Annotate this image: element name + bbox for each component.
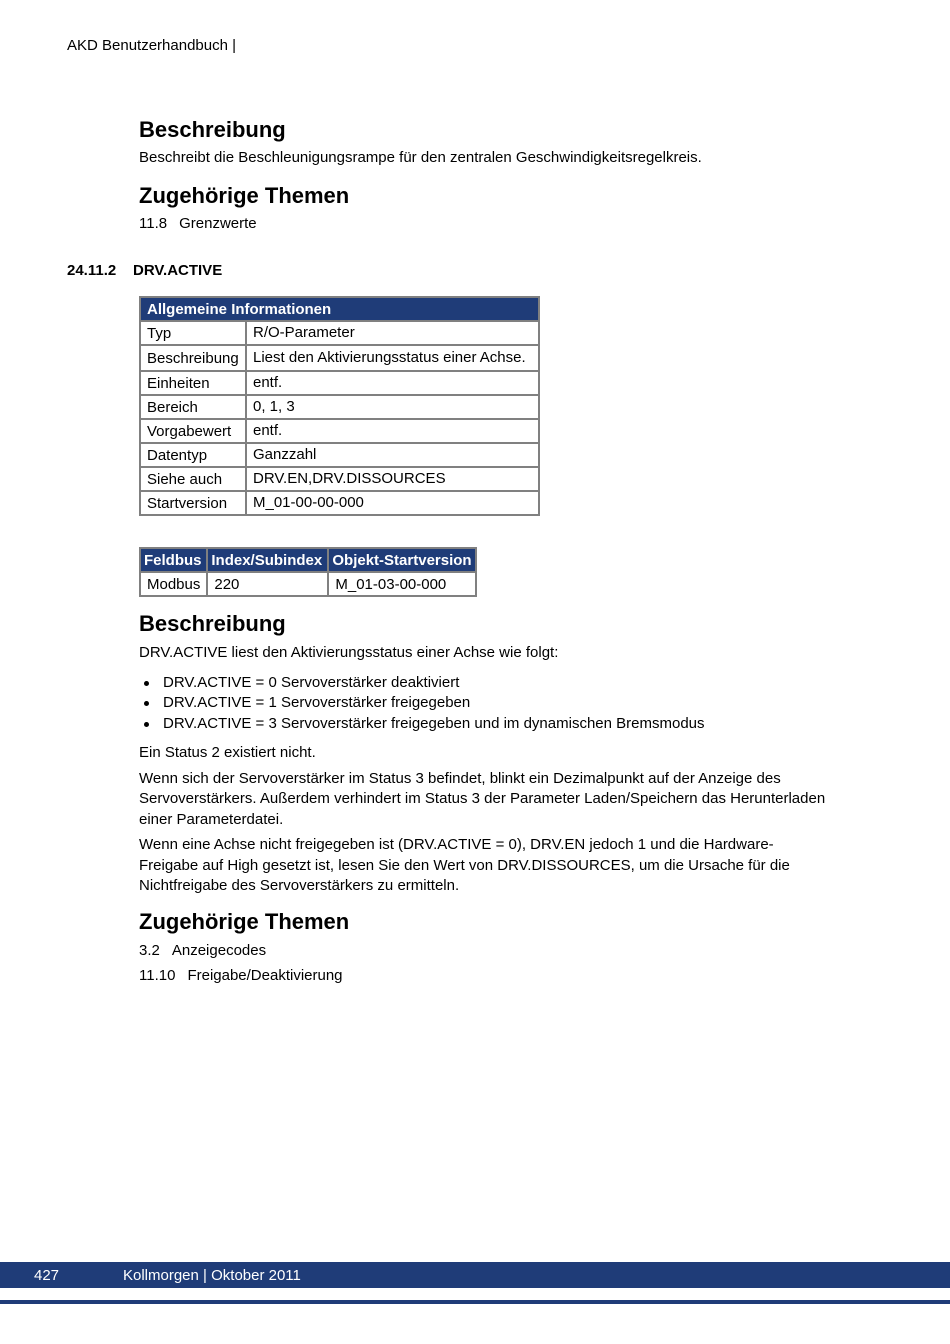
description-section <box>139 610 829 897</box>
related-link-grenzwerte[interactable] <box>139 214 829 234</box>
row-value: entf. <box>246 371 539 395</box>
row-value: Liest den Aktivierungsstatus einer Achse. <box>246 345 539 371</box>
table-row <box>140 419 539 443</box>
row-value: Ganzzahl <box>246 443 539 467</box>
row-key: Typ <box>140 321 246 345</box>
table-header-row <box>140 548 476 572</box>
row-key: Beschreibung <box>140 345 246 371</box>
paragraph: Ein Status 2 existiert nicht. <box>139 744 316 761</box>
row-value: 0, 1, 3 <box>246 395 539 419</box>
row-key: Siehe auch <box>140 467 246 491</box>
running-header: AKD Benutzerhandbuch | <box>67 37 237 54</box>
bullet-icon <box>144 681 149 686</box>
table-row <box>140 572 476 596</box>
bullet-icon <box>144 701 149 706</box>
section-title: DRV.ACTIVE <box>133 262 223 279</box>
status-list <box>139 673 829 735</box>
related-link-number: 3.2 <box>139 942 160 959</box>
fieldbus-table <box>139 547 477 597</box>
row-key: Vorgabewert <box>140 419 246 443</box>
table-row <box>140 395 539 419</box>
row-key: Datentyp <box>140 443 246 467</box>
object-version-header: Objekt-Startversion <box>328 548 475 572</box>
page-number: 427 <box>34 1267 60 1284</box>
table-row <box>140 371 539 395</box>
top-description-section <box>139 116 829 169</box>
fieldbus-header: Feldbus <box>140 548 207 572</box>
list-item-text: DRV.ACTIVE = 0 Servoverstärker deaktiviert <box>163 673 460 691</box>
index-header: Index/Subindex <box>207 548 328 572</box>
bullet-icon <box>144 722 149 727</box>
table-row <box>140 321 539 345</box>
object-version-cell: M_01-03-00-000 <box>328 572 475 596</box>
table-row <box>140 345 539 371</box>
fieldbus-cell: Modbus <box>140 572 207 596</box>
row-value: entf. <box>246 419 539 443</box>
related-link-label: Anzeigecodes <box>171 942 267 959</box>
related-link-label: Grenzwerte <box>179 215 257 232</box>
list-item-text: DRV.ACTIVE = 3 Servoverstärker freigegeben und im dynamischen Bremsmodus <box>163 714 705 732</box>
paragraph: Wenn eine Achse nicht freigegeben ist (DRV.ACTIVE = 0), DRV.EN jedoch 1 und die Hardware-Freigabe auf High gesetzt ist, lesen Sie den Wert von DRV.DISSOURCES, um die Ursache für die Nichtfreigabe des Servoverstärkers zu ermitteln. <box>139 836 790 894</box>
related-link-freigabe[interactable] <box>139 966 829 986</box>
top-related-heading: Zugehörige Themen <box>139 183 350 208</box>
related-heading: Zugehörige Themen <box>139 909 350 934</box>
table-row <box>140 443 539 467</box>
related-link-number: 11.8 <box>139 215 168 232</box>
footer-rule <box>0 1300 950 1304</box>
section-heading <box>67 262 222 279</box>
top-related-section <box>139 182 829 234</box>
section-number: 24.11.2 <box>67 262 117 279</box>
paragraph: Wenn sich der Servoverstärker im Status 3 befindet, blinkt ein Dezimalpunkt auf der Anzeige des Servoverstärkers. Außerdem verhindert im Status 3 der Parameter Laden/Speichern das Herunterladen einer Parameterdatei. <box>139 769 826 828</box>
description-intro: DRV.ACTIVE liest den Aktivierungsstatus einer Achse wie folgt: <box>139 644 559 661</box>
footer-bar <box>0 1262 950 1288</box>
list-item <box>139 693 829 714</box>
list-item-text: DRV.ACTIVE = 1 Servoverstärker freigegeben <box>163 694 471 711</box>
related-link-number: 11.10 <box>139 967 176 984</box>
row-key: Startversion <box>140 491 246 515</box>
related-link-anzeigecodes[interactable] <box>139 941 829 961</box>
general-info-table <box>139 296 540 516</box>
row-value: R/O-Parameter <box>246 321 539 345</box>
list-item <box>139 673 829 694</box>
top-description-text: Beschreibt die Beschleunigungsrampe für den zentralen Geschwindigkeitsregelkreis. <box>139 149 702 166</box>
table-row <box>140 491 539 515</box>
index-cell: 220 <box>207 572 328 596</box>
list-item <box>139 714 829 735</box>
general-info-header: Allgemeine Informationen <box>140 297 539 321</box>
row-key: Einheiten <box>140 371 246 395</box>
footer-text: Kollmorgen | Oktober 2011 <box>123 1267 301 1284</box>
row-key: Bereich <box>140 395 246 419</box>
related-link-label: Freigabe/Deaktivierung <box>187 967 343 984</box>
description-heading: Beschreibung <box>139 611 286 636</box>
table-header-row <box>140 297 539 321</box>
table-row <box>140 467 539 491</box>
see-also-links[interactable]: DRV.EN,DRV.DISSOURCES <box>246 467 539 491</box>
related-section <box>139 908 829 986</box>
top-description-heading: Beschreibung <box>139 117 286 142</box>
row-value: M_01-00-00-000 <box>246 491 539 515</box>
